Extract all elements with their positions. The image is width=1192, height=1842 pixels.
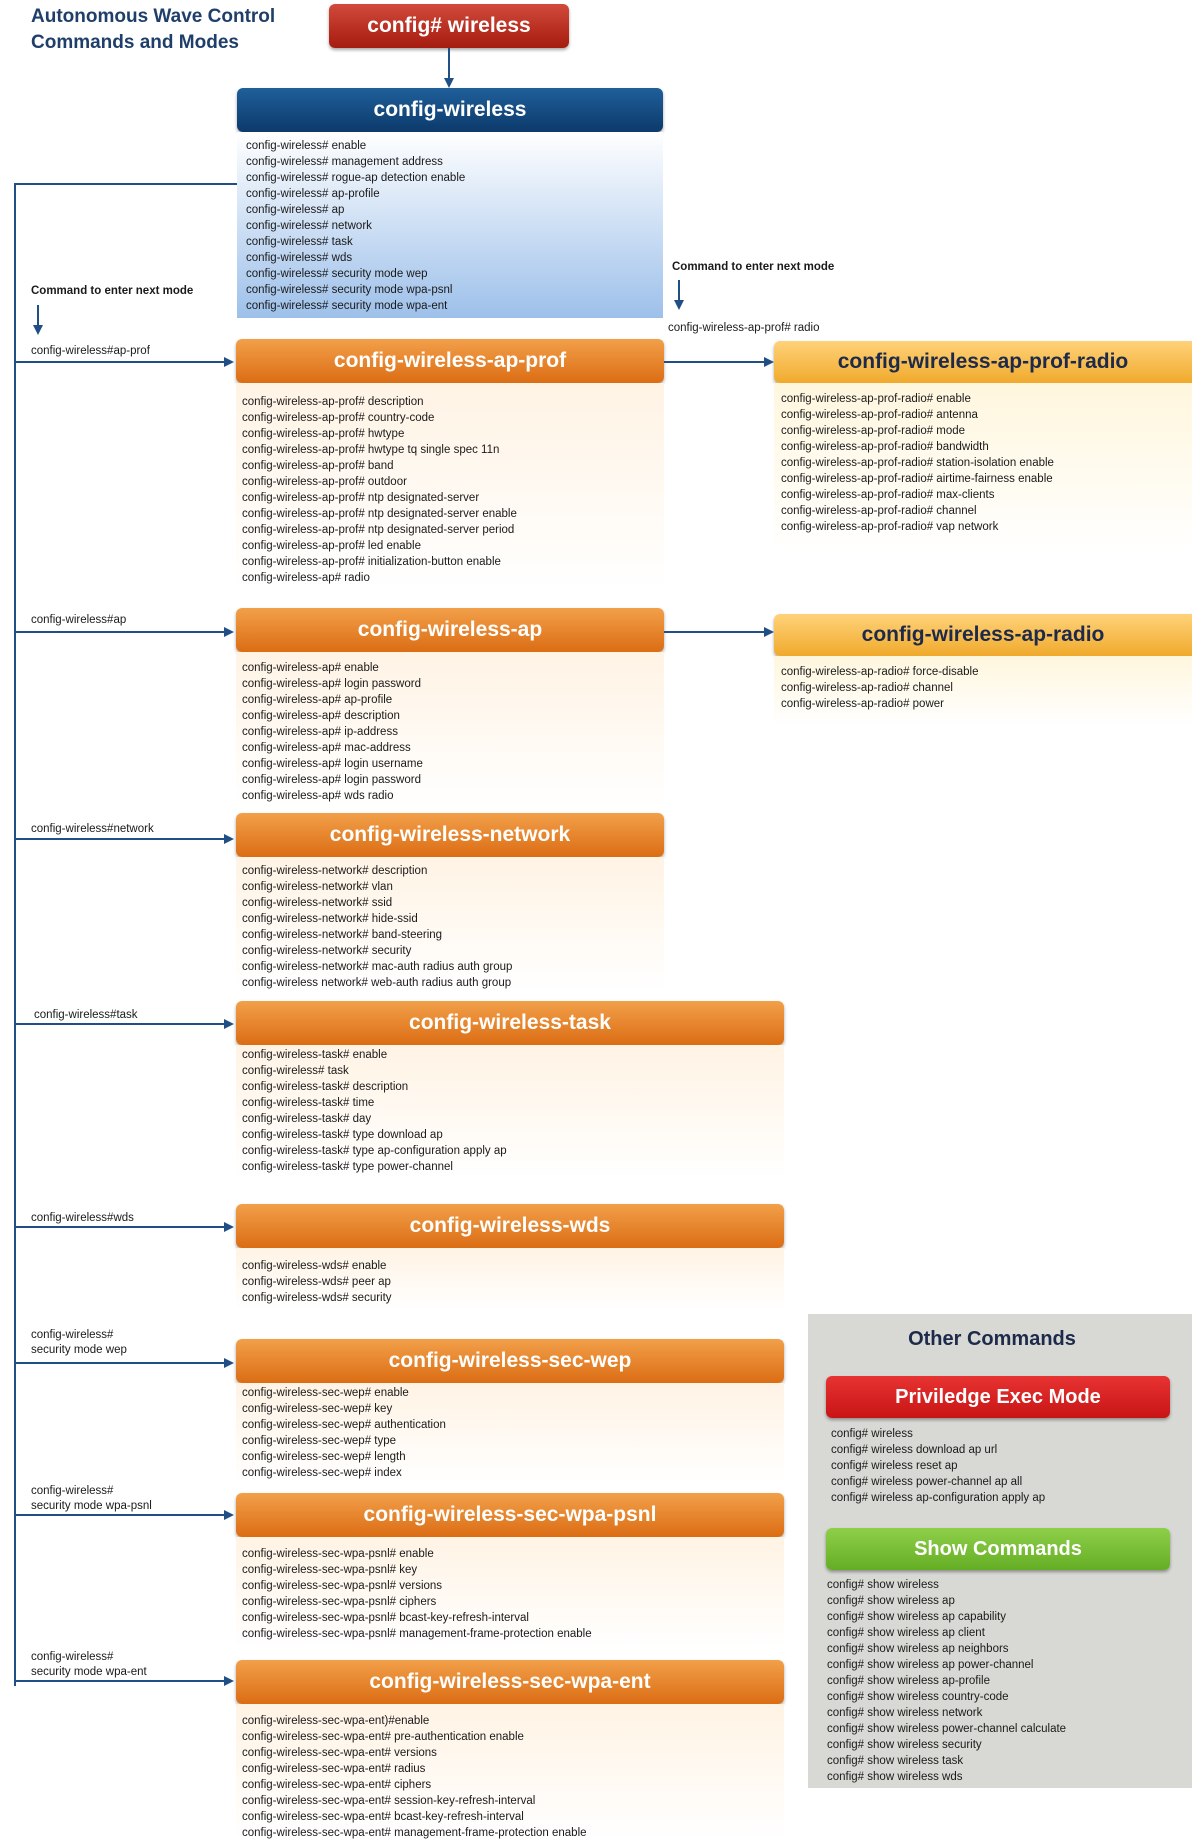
ent-header: config-wireless-sec-wpa-ent bbox=[236, 1660, 784, 1704]
ap-prof-radio-label: config-wireless-ap-prof# radio bbox=[668, 322, 820, 334]
task-header: config-wireless-task bbox=[236, 1001, 784, 1045]
ap-header: config-wireless-ap bbox=[236, 608, 664, 652]
network-commands: config-wireless-network# description config-wireless-network# vlan config-wireless-network# ssid config-wireless-network# hide-ssid config-wireless-network# band-steering config-wireless-network# security config-wireless-network# mac-auth radius auth group config-wireless network# web-auth radius auth group bbox=[236, 857, 664, 991]
task-commands: config-wireless-task# enable config-wireless# task config-wireless-task# description config-wireless-task# time config-wireless-task# day config-wireless-task# type download ap config-wireless-task# type ap-configuration apply ap config-wireless-task# type power-channel bbox=[236, 1045, 784, 1179]
other-commands-title: Other Commands bbox=[908, 1328, 1076, 1350]
psnl-commands: config-wireless-sec-wpa-psnl# enable config-wireless-sec-wpa-psnl# key config-wireless-sec-wpa-psnl# versions config-wireless-sec-wpa-psnl# ciphers config-wireless-sec-wpa-psnl# bcast-key-refresh-interval config-wireless-sec-wpa-psnl# management-frame-protection enable bbox=[236, 1537, 784, 1649]
priviledge-exec-commands: config# wireless config# wireless download ap url config# wireless reset ap config# wireless power-channel ap all config# wireless ap-configuration apply ap bbox=[831, 1428, 1046, 1504]
branch-label-network: config-wireless#network bbox=[31, 823, 154, 835]
next-mode-label-left: Command to enter next mode bbox=[31, 285, 194, 297]
other-commands-panel bbox=[808, 1314, 1192, 1788]
psnl-header: config-wireless-sec-wpa-psnl bbox=[236, 1493, 784, 1537]
show-commands-list: config# show wireless config# show wireless ap config# show wireless ap capability config# show wireless ap client config# show wireless ap neighbors config# show wireless ap power-channel config# show wireless ap-profile config# show wireless country-code config# show wireless network config# show wireless power-channel calculate config# show wireless security config# show wireless task config# show wireless wds bbox=[827, 1579, 1067, 1783]
wds-commands: config-wireless-wds# enable config-wireless-wds# peer ap config-wireless-wds# security bbox=[236, 1248, 784, 1310]
branch-label-ent: config-wireless# security mode wpa-ent bbox=[31, 1651, 147, 1678]
ap-commands: config-wireless-ap# enable config-wireless-ap# login password config-wireless-ap# ap-profile config-wireless-ap# description config-wireless-ap# ip-address config-wireless-ap# mac-address config-wireless-ap# login username config-wireless-ap# login password config-wireless-ap# wds radio bbox=[236, 652, 664, 808]
wds-header: config-wireless-wds bbox=[236, 1204, 784, 1248]
ap-prof-radio-commands: config-wireless-ap-prof-radio# enable config-wireless-ap-prof-radio# antenna config-wireless-ap-prof-radio# mode config-wireless-ap-prof-radio# bandwidth config-wireless-ap-prof-radio# station-isolation enable config-wireless-ap-prof-radio# airtime-fairness enable config-wireless-ap-prof-radio# max-clients config-wireless-ap-prof-radio# channel config-wireless-ap-prof-radio# vap network bbox=[774, 383, 1192, 551]
config-wireless-header: config-wireless bbox=[237, 88, 663, 132]
branch-label-task: config-wireless#task bbox=[34, 1009, 138, 1021]
ent-commands: config-wireless-sec-wpa-ent)#enable config-wireless-sec-wpa-ent# pre-authentication enable config-wireless-sec-wpa-ent# versions config-wireless-sec-wpa-ent# radius config-wireless-sec-wpa-ent# ciphers config-wireless-sec-wpa-ent# session-key-refresh-interval config-wireless-sec-wpa-ent# bcast-key-refresh-interval config-wireless-sec-wpa-ent# management-frame-protection enable bbox=[236, 1704, 784, 1840]
next-mode-label-right: Command to enter next mode bbox=[672, 261, 835, 273]
show-commands-header: Show Commands bbox=[826, 1528, 1170, 1570]
config-wireless-commands: config-wireless# enable config-wireless# management address config-wireless# rogue-ap detection enable config-wireless# ap-profile config-wireless# ap config-wireless# network config-wireless# task config-wireless# wds config-wireless# security mode wep config-wireless# security mode wpa-psnl config-wireless# security mode wpa-ent bbox=[237, 132, 663, 318]
branch-label-ap-prof: config-wireless#ap-prof bbox=[31, 345, 150, 357]
wep-commands: config-wireless-sec-wep# enable config-wireless-sec-wep# key config-wireless-sec-wep# authentication config-wireless-sec-wep# type config-wireless-sec-wep# length config-wireless-sec-wep# index bbox=[236, 1383, 784, 1483]
ap-prof-commands: config-wireless-ap-prof# description config-wireless-ap-prof# country-code config-wireless-ap-prof# hwtype config-wireless-ap-prof# hwtype tq single spec 11n config-wireless-ap-prof# band config-wireless-ap-prof# outdoor config-wireless-ap-prof# ntp designated-server config-wireless-ap-prof# ntp designated-server enable config-wireless-ap-prof# ntp designated-server period config-wireless-ap-prof# led enable config-wireless-ap-prof# initialization-button enable config-wireless-ap# radio bbox=[236, 383, 664, 591]
ap-radio-header: config-wireless-ap-radio bbox=[774, 614, 1192, 656]
branch-label-ap: config-wireless#ap bbox=[31, 614, 127, 626]
network-header: config-wireless-network bbox=[236, 813, 664, 857]
top-node: config# wireless bbox=[329, 4, 569, 48]
ap-prof-header: config-wireless-ap-prof bbox=[236, 339, 664, 383]
ap-radio-commands: config-wireless-ap-radio# force-disable config-wireless-ap-radio# channel config-wireless-ap-radio# power bbox=[774, 656, 1192, 726]
ap-prof-radio-header: config-wireless-ap-prof-radio bbox=[774, 341, 1192, 383]
diagram-title: Autonomous Wave Control Commands and Modes bbox=[31, 6, 276, 53]
branch-label-psnl: config-wireless# security mode wpa-psnl bbox=[31, 1485, 152, 1512]
branch-label-wep: config-wireless# security mode wep bbox=[31, 1329, 127, 1356]
priviledge-exec-header: Priviledge Exec Mode bbox=[826, 1376, 1170, 1418]
wep-header: config-wireless-sec-wep bbox=[236, 1339, 784, 1383]
branch-label-wds: config-wireless#wds bbox=[31, 1212, 134, 1224]
